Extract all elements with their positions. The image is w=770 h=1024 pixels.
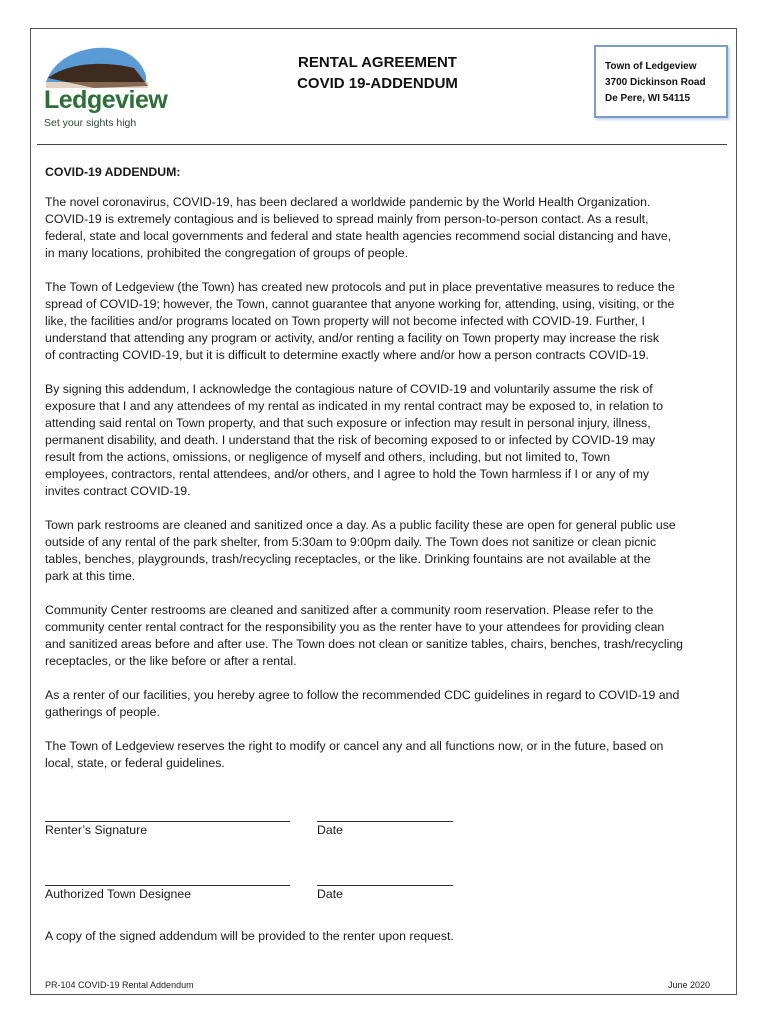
text-line: park at this time.	[45, 569, 136, 583]
paragraph-community-center	[45, 602, 727, 670]
text-line: local, state, or federal guidelines.	[45, 756, 225, 770]
text-line: COVID-19 is extremely contagious and is believed to spread mainly from person-to-person contact. As a result,	[45, 212, 649, 226]
text-line: understand that attending any program or activity, and/or renting a facility on Town property may increase the risk	[45, 331, 660, 345]
text-line: of contracting COVID-19, but it is difficult to determine exactly where and/or how a person contracts COVID-19.	[45, 348, 649, 362]
text-line: As a renter of our facilities, you hereby agree to follow the recommended CDC guidelines in regard to COVID-19 and	[45, 688, 680, 702]
title-line-1: RENTAL AGREEMENT	[298, 54, 457, 71]
text-line: Community Center restrooms are cleaned and sanitized after a community room reservation. Please refer to the	[45, 603, 654, 617]
renter-date-line[interactable]	[317, 821, 453, 822]
section-heading: COVID-19 ADDENDUM:	[45, 165, 181, 179]
paragraph-reserves-right	[45, 738, 727, 772]
text-line: result from the actions, omissions, or negligence of myself and others, including, but not limited to, Town	[45, 450, 611, 464]
text-line: in many locations, prohibited the congregation of groups of people.	[45, 246, 408, 260]
title-line-2: COVID 19-ADDENDUM	[297, 75, 458, 92]
text-line: spread of COVID-19; however, the Town, cannot guarantee that anyone working for, attending, using, visiting, or the	[45, 297, 675, 311]
page-title	[270, 52, 485, 94]
designee-signature-label: Authorized Town Designee	[45, 887, 192, 901]
logo-tagline: Set your sights high	[44, 117, 137, 129]
text-line: The Town of Ledgeview reserves the right to modify or cancel any and all functions now, or in the future, based on	[45, 739, 664, 753]
designee-signature-line[interactable]	[45, 885, 290, 886]
header-divider	[37, 144, 727, 145]
text-line: By signing this addendum, I acknowledge the contagious nature of COVID-19 and voluntarily assume the risk of	[45, 382, 653, 396]
text-line: exposure that I and any attendees of my rental as indicated in my rental contract may be exposed to, in relation to	[45, 399, 663, 413]
text-line: community center rental contract for the responsibility you as the renter have to your attendees for providing clean	[45, 620, 665, 634]
address-line-1: Town of Ledgeview	[605, 61, 697, 72]
paragraph-acknowledgement	[45, 381, 727, 500]
paragraph-pandemic	[45, 194, 727, 262]
renter-signature-line[interactable]	[45, 821, 290, 822]
paragraph-town-protocols	[45, 279, 727, 364]
paragraph-park-restrooms	[45, 517, 727, 585]
footer-date: June 2020	[668, 980, 711, 990]
text-line: federal, state and local governments and federal and state health agencies recommend social distancing and have,	[45, 229, 672, 243]
address-line-2: 3700 Dickinson Road	[605, 77, 706, 88]
text-line: The novel coronavirus, COVID-19, has been declared a worldwide pandemic by the World Health Organization.	[45, 195, 651, 209]
text-line: gatherings of people.	[45, 705, 160, 719]
address-line-3: De Pere, WI 54115	[605, 93, 691, 104]
text-line: Town park restrooms are cleaned and sanitized once a day. As a public facility these are open for general public use	[45, 518, 676, 532]
text-line: attending said rental on Town property, and that such exposure or infection may result in personal injury, illness,	[45, 416, 651, 430]
closing-statement: A copy of the signed addendum will be provided to the renter upon request.	[45, 929, 454, 943]
designee-date-line[interactable]	[317, 885, 453, 886]
text-line: The Town of Ledgeview (the Town) has created new protocols and put in place preventative measures to reduce the	[45, 280, 675, 294]
logo-wordmark: Ledgeview	[44, 86, 168, 114]
text-line: employees, contractors, rental attendees, and/or others, and I agree to hold the Town harmless if I or any of my	[45, 467, 650, 481]
text-line: tables, benches, playgrounds, trash/recycling receptacles, or the like. Drinking fountains are not available at the	[45, 552, 651, 566]
text-line: receptacles, or the like before or after a rental.	[45, 654, 297, 668]
paragraph-cdc-guidelines	[45, 687, 727, 721]
renter-signature-label: Renter’s Signature	[45, 823, 148, 837]
document-body	[45, 164, 727, 772]
text-line: permanent disability, and death. I understand that the risk of becoming exposed to or infected by COVID-19 may	[45, 433, 656, 447]
text-line: like, the facilities and/or programs located on Town property will not become infected with COVID-19. Further, I	[45, 314, 645, 328]
logo-mark-icon	[38, 42, 163, 92]
address-box	[594, 45, 728, 118]
text-line: invites contract COVID-19.	[45, 484, 191, 498]
renter-date-label: Date	[317, 823, 343, 837]
designee-date-label: Date	[317, 887, 343, 901]
footer-form-id: PR-104 COVID-19 Rental Addendum	[45, 980, 194, 990]
text-line: and sanitized areas before and after use. The Town does not clean or sanitize tables, chairs, benches, trash/recycling	[45, 637, 683, 651]
text-line: outside of any rental of the park shelter, from 5:30am to 9:00pm daily. The Town does not sanitize or clean picnic	[45, 535, 657, 549]
ledgeview-logo	[38, 42, 168, 134]
